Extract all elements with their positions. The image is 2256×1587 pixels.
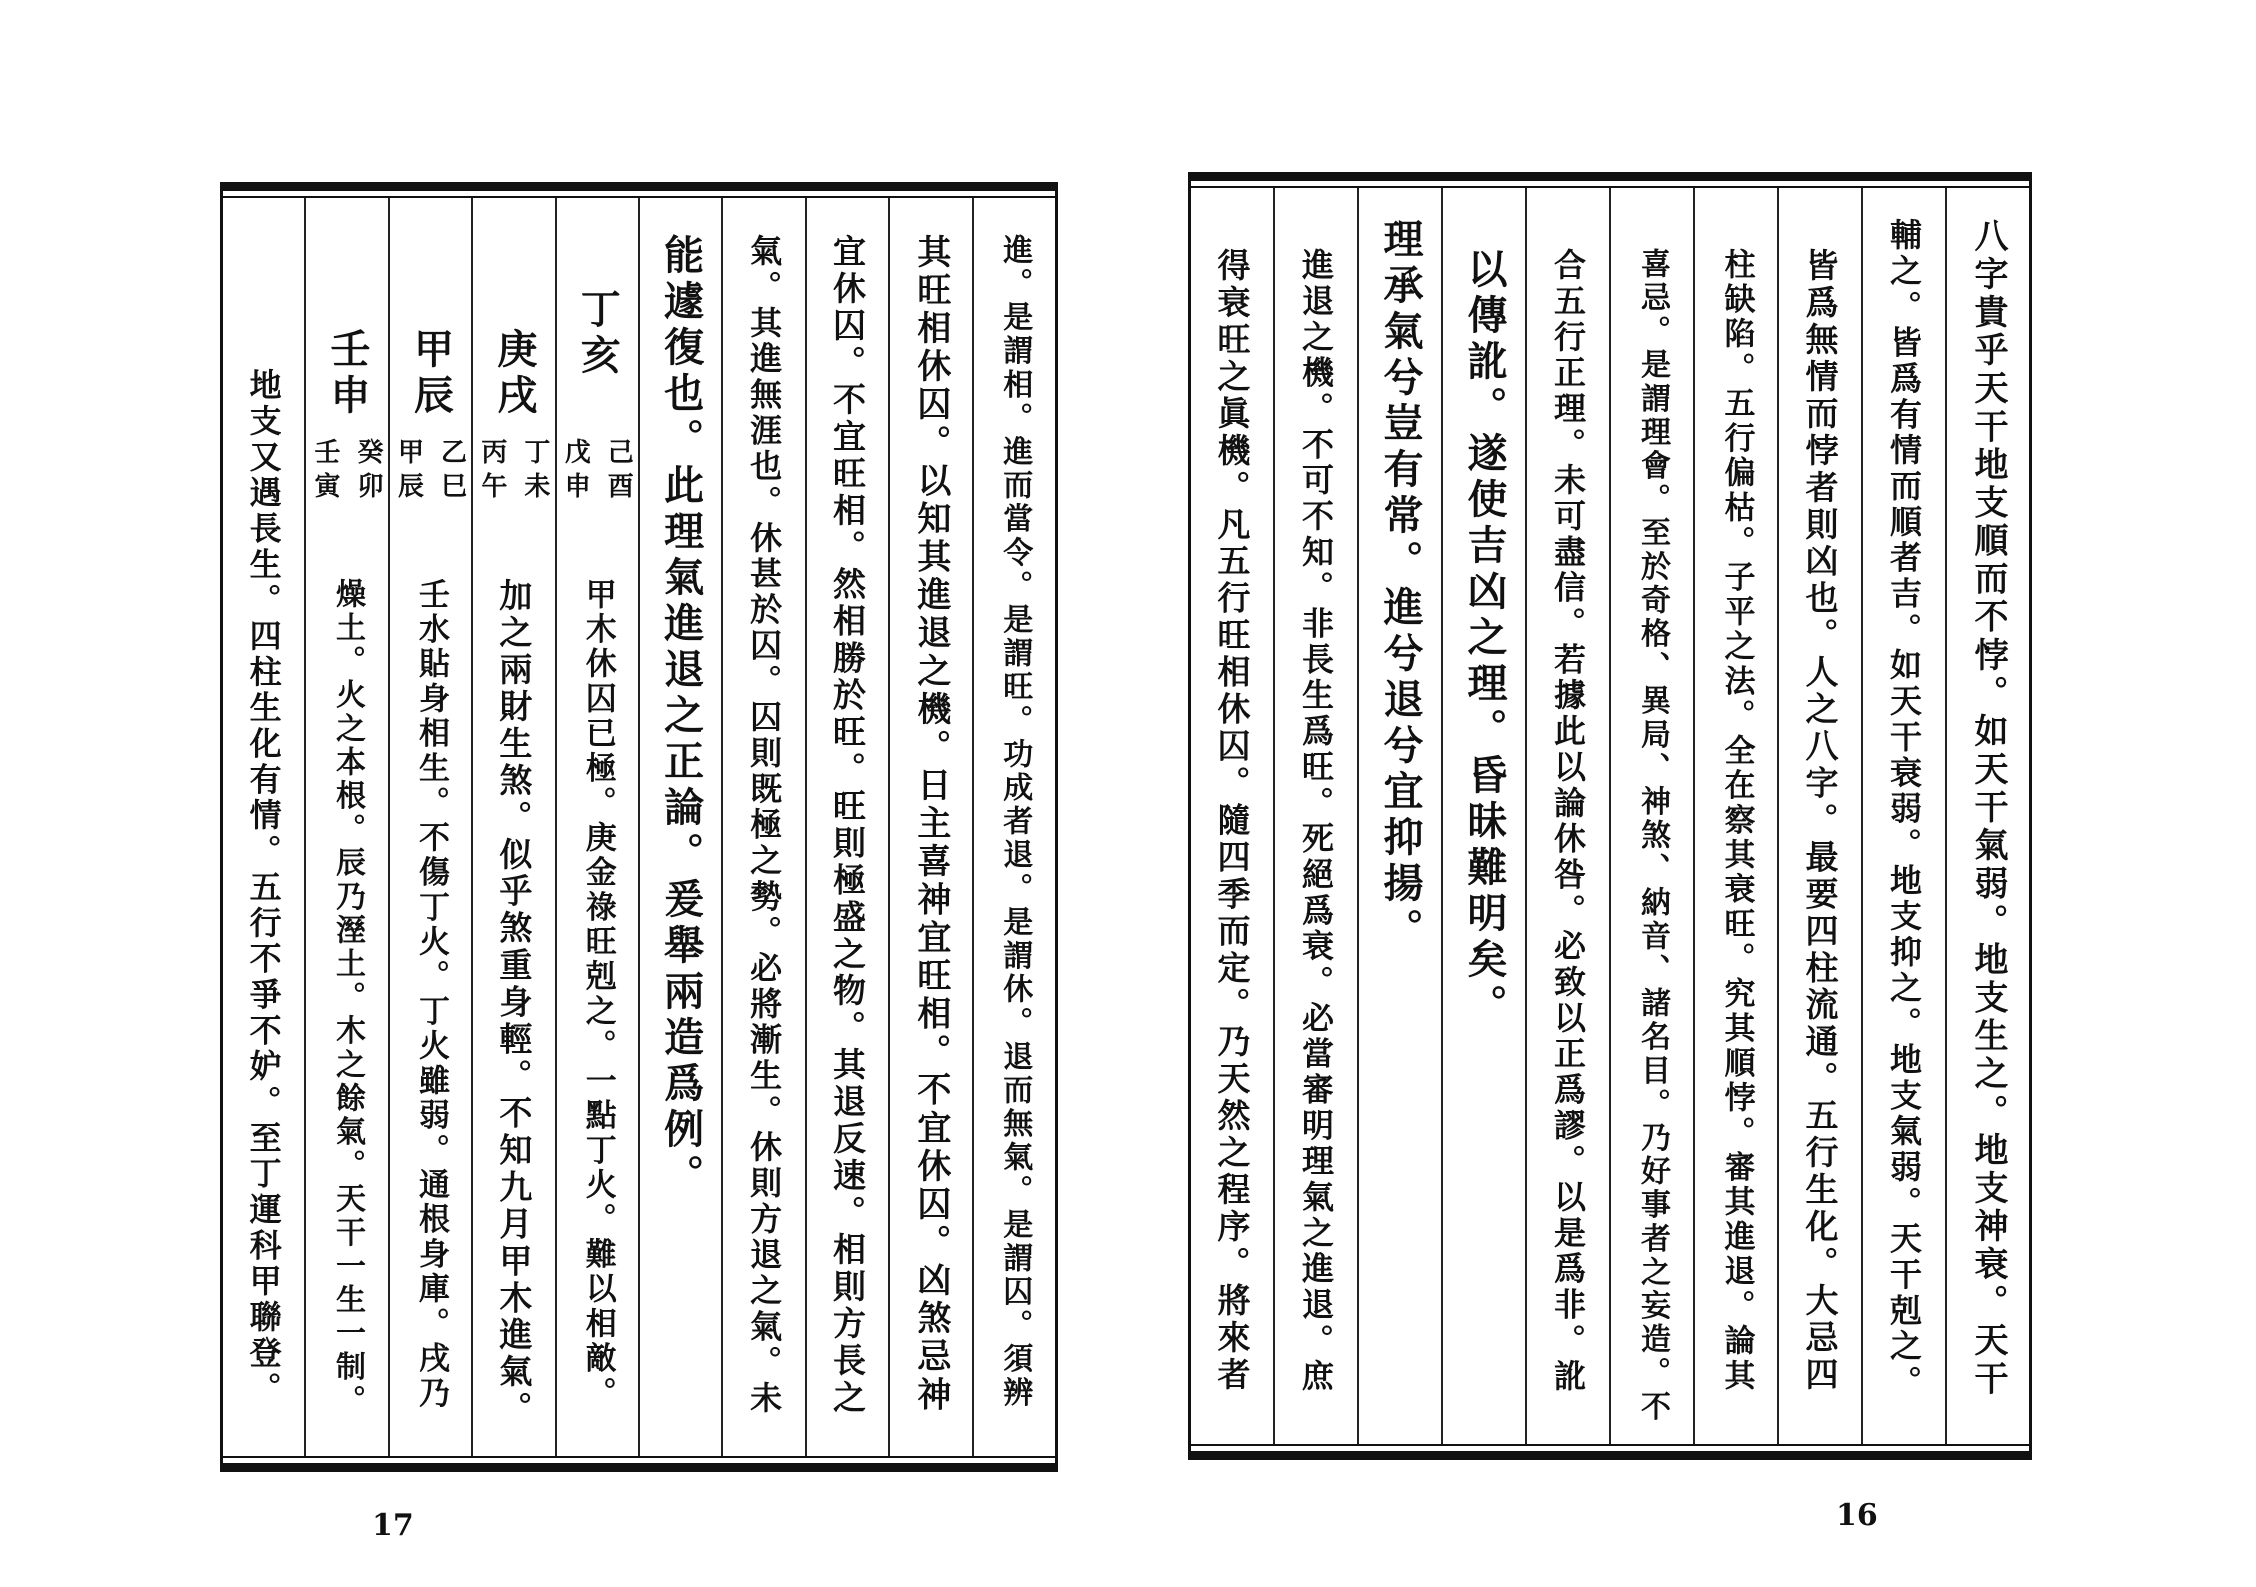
stem-label: 丁亥 bbox=[574, 288, 622, 380]
luck-pillars: 己酉 戊申 bbox=[560, 438, 634, 506]
text-column: 合五行正理。未可盡信。若據此以論休咎。必致以正爲謬。以是爲非。訛 bbox=[1527, 188, 1611, 1444]
page-number: 16 bbox=[1836, 1498, 1878, 1533]
stem-label: 庚戌 bbox=[490, 328, 538, 420]
text-column: 地支又遇長生。四柱生化有情。五行不爭不妒。至丁運科甲聯登。 bbox=[223, 198, 306, 1456]
left-page-frame bbox=[220, 182, 1058, 1472]
text-column: 皆爲無情而悖者則凶也。人之八字。最要四柱流通。五行生化。大忌四 bbox=[1779, 188, 1863, 1444]
chart-column: 壬申 癸卯 壬寅 燥土。火之本根。辰乃溼土。木之餘氣。天干一生一制。 bbox=[306, 198, 389, 1456]
right-page-columns bbox=[1191, 188, 2029, 1444]
chart-column: 丁亥 己酉 戊申 甲木休囚已極。庚金祿旺剋之。一點丁火。難以相敵。 bbox=[557, 198, 640, 1456]
text-column: 其旺相休囚。以知其進退之機。日主喜神宜旺相。不宜休囚。凶煞忌神 bbox=[890, 198, 973, 1456]
text-column: 得衰旺之眞機。凡五行旺相休囚。隨四季而定。乃天然之程序。將來者 bbox=[1191, 188, 1275, 1444]
left-page-columns bbox=[223, 198, 1055, 1456]
verse-column: 理承氣兮豈有常。進兮退兮宜抑揚。 bbox=[1359, 188, 1443, 1444]
right-page-frame bbox=[1188, 172, 2032, 1460]
text-column: 喜忌。是謂理會。至於奇格、異局、神煞、納音、諸名目。乃好事者之妄造。不 bbox=[1611, 188, 1695, 1444]
page-number: 17 bbox=[372, 1508, 414, 1543]
stem-label: 壬申 bbox=[324, 328, 372, 420]
luck-pillars: 乙巳 甲辰 bbox=[393, 438, 467, 506]
text-column: 進退之機。不可不知。非長生爲旺。死絕爲衰。必當審明理氣之進退。庶 bbox=[1275, 188, 1359, 1444]
text-column: 氣。其進無涯也。休甚於囚。囚則既極之勢。必將漸生。休則方退之氣。未 bbox=[723, 198, 806, 1456]
text-column: 以傳訛。遂使吉凶之理。昏昧難明矣。 bbox=[1443, 188, 1527, 1444]
luck-pillars: 丁未 丙午 bbox=[476, 438, 550, 506]
stem-label: 甲辰 bbox=[407, 328, 455, 420]
text-column: 能遽復也。此理氣進退之正論。爰舉兩造爲例。 bbox=[640, 198, 723, 1456]
chart-column: 甲辰 乙巳 甲辰 壬水貼身相生。不傷丁火。丁火雖弱。通根身庫。戌乃 bbox=[390, 198, 473, 1456]
text-column: 宜休囚。不宜旺相。然相勝於旺。旺則極盛之物。其退反速。相則方長之 bbox=[807, 198, 890, 1456]
luck-pillars: 癸卯 壬寅 bbox=[310, 438, 384, 506]
text-column: 進。是謂相。進而當令。是謂旺。功成者退。是謂休。退而無氣。是謂囚。須辨 bbox=[997, 234, 1033, 1410]
chart-column: 庚戌 丁未 丙午 加之兩財生煞。似乎煞重身輕。不知九月甲木進氣。 bbox=[473, 198, 556, 1456]
text-column: 八字貴乎天干地支順而不悖。如天干氣弱。地支生之。地支神衰。天干 bbox=[1968, 218, 2008, 1399]
text-column: 輔之。皆爲有情而順者吉。如天干衰弱。地支抑之。地支氣弱。天干剋之。 bbox=[1863, 188, 1947, 1444]
text-column: 柱缺陷。五行偏枯。子平之法。全在察其衰旺。究其順悖。審其進退。論其 bbox=[1695, 188, 1779, 1444]
